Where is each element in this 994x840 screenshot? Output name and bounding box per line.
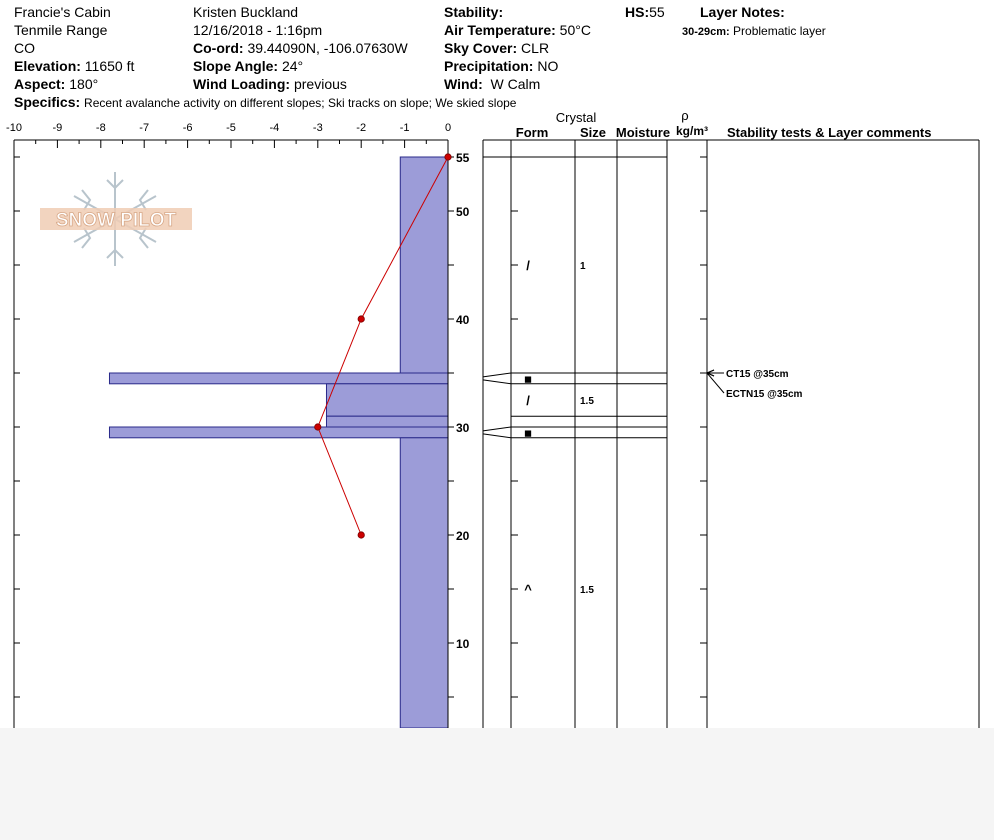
y-tick-label: 55 — [456, 151, 470, 165]
y-tick-label: 20 — [456, 529, 470, 543]
temperature-point — [358, 316, 364, 322]
stability-label: Stability: — [444, 4, 504, 20]
hardness-bar — [326, 384, 448, 416]
grain-size-label: 1.5 — [580, 585, 594, 596]
hardness-bar — [109, 427, 448, 438]
sky-value: CLR — [521, 40, 550, 56]
x-tick-label: -3 — [312, 122, 323, 134]
crystal-header: Crystal — [555, 110, 597, 125]
temperature-point — [315, 424, 321, 430]
hs-value: 55 — [649, 4, 665, 20]
layer-boundary-connector — [483, 434, 511, 438]
air-temp-label: Air Temperature: — [444, 22, 556, 38]
specifics-label: Specifics: — [14, 94, 81, 110]
moisture-header: Moisture — [615, 125, 671, 140]
aspect-value: 180° — [69, 76, 99, 92]
y-tick-label: 30 — [456, 421, 470, 435]
precip-value: NO — [537, 58, 559, 74]
hardness-bar — [109, 373, 448, 384]
empty-lower-area — [0, 728, 994, 840]
x-tick-label: -10 — [6, 122, 22, 134]
layer-boundary-connector — [483, 380, 511, 384]
state: CO — [14, 40, 35, 56]
stability-test-label: CT15 @35cm — [726, 369, 789, 380]
grain-form-symbol: ■ — [524, 425, 532, 441]
stability-test-label: ECTN15 @35cm — [726, 389, 803, 400]
size-header: Size — [579, 125, 607, 140]
x-tick-label: -8 — [95, 122, 106, 134]
x-tick-label: -7 — [139, 122, 150, 134]
location-name: Francie's Cabin — [14, 4, 111, 20]
y-tick-label: 40 — [456, 313, 470, 327]
temperature-point — [358, 532, 364, 538]
comments-header: Stability tests & Layer comments — [727, 125, 932, 140]
grain-form-symbol: ^ — [524, 582, 532, 597]
elevation-value: 11650 ft — [84, 58, 135, 74]
wind-label: Wind: — [444, 76, 483, 92]
hardness-bar — [400, 157, 448, 373]
precip-label: Precipitation: — [444, 58, 534, 74]
x-tick-label: 0 — [444, 122, 452, 134]
layer-table — [483, 140, 979, 728]
layer-note-text: Problematic layer — [733, 24, 826, 38]
grain-size-label: 1.5 — [580, 396, 594, 407]
wind-value: W Calm — [490, 76, 541, 92]
hardness-bar — [400, 438, 448, 728]
observer-name: Kristen Buckland — [193, 4, 299, 20]
sky-label: Sky Cover: — [444, 40, 518, 56]
density-symbol: ρ — [681, 108, 689, 123]
grain-size-label: 1 — [580, 261, 586, 272]
density-unit: kg/m³ — [675, 124, 709, 138]
snowpilot-logo — [40, 172, 192, 266]
elevation-label: Elevation: — [14, 58, 81, 74]
x-tick-label: -4 — [269, 122, 280, 134]
coord-label: Co-ord: — [193, 40, 244, 56]
grain-form-symbol: ■ — [524, 371, 532, 387]
slope-value: 24° — [281, 58, 304, 74]
x-tick-label: -6 — [182, 122, 193, 134]
layer-notes-heading: Layer Notes: — [700, 4, 785, 20]
layer-boundary-connector — [483, 427, 511, 431]
x-tick-label: -2 — [356, 122, 367, 134]
temperature-point — [445, 154, 451, 160]
wind-loading-value: previous — [293, 76, 347, 92]
grain-form-symbol: / — [526, 393, 530, 408]
y-tick-label: 50 — [456, 205, 470, 219]
air-temp-value: 50°C — [559, 22, 591, 38]
coord-value: 39.44090N, -106.07630W — [247, 40, 408, 56]
layer-note-range: 30-29cm: — [682, 26, 730, 38]
slope-label: Slope Angle: — [193, 58, 279, 74]
aspect-label: Aspect: — [14, 76, 66, 92]
form-header: Form — [515, 125, 549, 140]
logo-text: SNOW PILOT — [55, 210, 177, 231]
observation-datetime: 12/16/2018 - 1:16pm — [193, 22, 323, 38]
specifics-value: Recent avalanche activity on different slopes; Ski tracks on slope; We skied slope — [84, 96, 517, 110]
x-tick-label: -5 — [226, 122, 236, 134]
test-pointer — [707, 373, 724, 393]
wind-loading-label: Wind Loading: — [193, 76, 291, 92]
x-tick-label: -1 — [399, 122, 410, 134]
grain-form-symbol: / — [526, 258, 530, 273]
mountain-range: Tenmile Range — [14, 22, 108, 38]
layer-boundary-connector — [483, 373, 511, 377]
x-tick-label: -9 — [52, 122, 63, 134]
hardness-bar — [326, 416, 448, 427]
hs-label: HS: — [625, 4, 650, 20]
y-tick-label: 10 — [456, 637, 470, 651]
